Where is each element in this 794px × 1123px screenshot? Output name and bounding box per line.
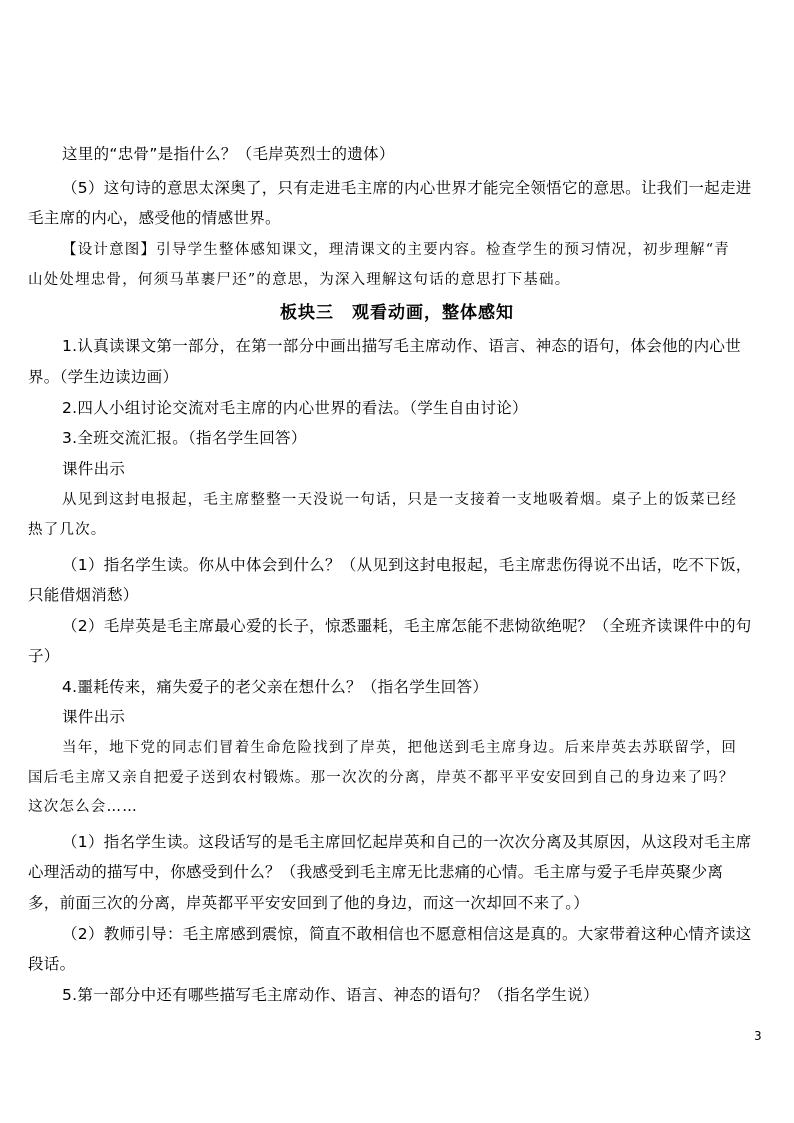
text-line: 这里的“忠骨”是指什么？（毛岸英烈士的遗体） — [62, 145, 395, 163]
text-line: 段话。 — [28, 955, 76, 973]
courseware-label: 课件出示 — [62, 708, 126, 726]
text-line: 界。（学生边读边画） — [28, 368, 179, 386]
text-line: 2.四人小组讨论交流对毛主席的内心世界的看法。（学生自由讨论） — [62, 399, 528, 417]
courseware-label: 课件出示 — [62, 460, 126, 478]
text-line: 只能借烟消愁） — [28, 586, 139, 604]
page-number: 3 — [754, 1029, 762, 1043]
design-intent-line: 【设计意图】引导学生整体感知课文，理清课文的主要内容。检查学生的预习情况，初步理解“青 — [62, 242, 731, 258]
text-line: （2）教师引导：毛主席感到震惊，简直不敢相信也不愿意相信这是真的。大家带着这种心情齐读这 — [62, 925, 752, 943]
text-line: 毛主席的内心，感受他的情感世界。 — [28, 209, 281, 227]
courseware-text: 从见到这封电报起，毛主席整整一天没说一句话，只是一支接着一支地吸着烟。桌子上的饭菜已经 — [62, 492, 738, 508]
text-line: 4.噩耗传来，痛失爱子的老父亲在想什么？（指名学生回答） — [62, 678, 489, 696]
text-line: 多，前面三次的分离，岸英都平平安安回到了他的身边，而这一次却回不来了。） — [28, 894, 590, 912]
text-line: 5.第一部分中还有哪些描写毛主席动作、语言、神态的语句？（指名学生说） — [62, 986, 599, 1004]
courseware-text: 热了几次。 — [28, 522, 107, 538]
text-line: 1.认真读课文第一部分，在第一部分中画出描写毛主席动作、语言、神态的语句，体会他的内心世 — [62, 337, 741, 355]
courseware-text: 这次怎么会…… — [28, 799, 138, 815]
text-line: 子） — [28, 647, 60, 665]
text-line: 心理活动的描写中，你感受到什么？（我感受到毛主席无比悲痛的心情。毛主席与爱子毛岸英聚少离 — [28, 863, 724, 881]
section-heading: 板块三 观看动画，整体感知 — [280, 303, 514, 323]
courseware-text: 国后毛主席又亲自把爱子送到农村锻炼。那一次次的分离，岸英不都平平安安回到自己的身边来了吗？ — [28, 770, 735, 786]
design-intent-line: 山处处埋忠骨，何须马革裹尸还”的意思，为深入理解这句话的意思打下基础。 — [28, 272, 571, 288]
text-line: 3.全班交流汇报。（指名学生回答） — [62, 429, 307, 447]
text-line: （1）指名学生读。这段话写的是毛主席回忆起岸英和自己的一次次分离及其原因，从这段对毛主席 — [62, 833, 752, 851]
text-line: （1）指名学生读。你从中体会到什么？（从见到这封电报起，毛主席悲伤得说不出话，吃不下饭， — [62, 556, 752, 574]
text-line: （2）毛岸英是毛主席最心爱的长子，惊悉噩耗，毛主席怎能不悲恸欲绝呢？（全班齐读课件中的句 — [62, 617, 752, 635]
text-line: （5）这句诗的意思太深奥了，只有走进毛主席的内心世界才能完全领悟它的意思。让我们一起走进 — [62, 179, 752, 197]
courseware-text: 当年，地下党的同志们冒着生命危险找到了岸英，把他送到毛主席身边。后来岸英去苏联留学，回 — [62, 740, 738, 756]
